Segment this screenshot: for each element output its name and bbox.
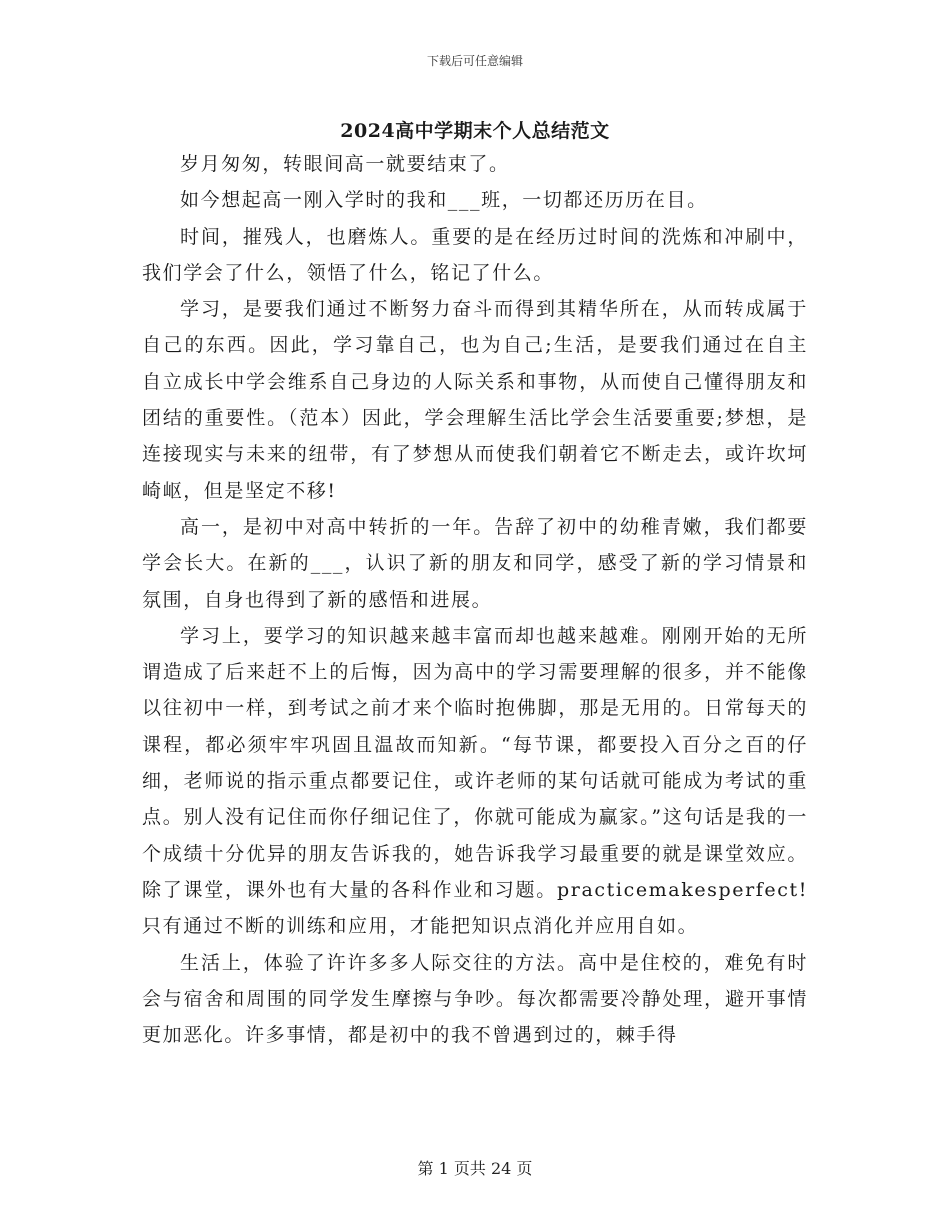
- paragraph: 如今想起高一刚入学时的我和___班，一切都还历历在目。: [180, 189, 708, 212]
- document-body: [142, 146, 808, 1053]
- document-title: 2024高中学期末个人总结范文: [340, 120, 610, 142]
- paragraph: 学习，是要我们通过不断努力奋斗而得到其精华所在，从而转成属于自己的东西。因此，学习靠自己，也为自己;生活，是要我们通过在自主自立成长中学会维系自己身边的人际关系和事物，从而使自己懂得朋友和团结的重要性。（范本）因此，学会理解生活比学会生活要重要;梦想，是连接现实与未来的纽带，有了梦想从而使我们朝着它不断走去，或许坎坷崎岖，但是坚定不移!: [142, 298, 808, 502]
- paragraph: 生活上，体验了许许多多人际交往的方法。高中是住校的，难免有时会与宿舍和周围的同学发生摩擦与争吵。每次都需要冷静处理，避开事情更加恶化。许多事情，都是初中的我不曾遇到过的，棘手得: [142, 951, 808, 1047]
- paragraph: 时间，摧残人，也磨炼人。重要的是在经历过时间的洗炼和冲刷中，我们学会了什么，领悟了什么，铭记了什么。: [142, 225, 808, 284]
- paragraph: 高一，是初中对高中转折的一年。告辞了初中的幼稚青嫩，我们都要学会长大。在新的___，认识了新的朋友和同学，感受了新的学习情景和氛围，自身也得到了新的感悟和进展。: [142, 515, 808, 611]
- paragraph: 岁月匆匆，转眼间高一就要结束了。: [180, 153, 510, 175]
- paragraph: 学习上，要学习的知识越来越丰富而却也越来越难。刚刚开始的无所谓造成了后来赶不上的后悔，因为高中的学习需要理解的很多，并不能像以往初中一样，到考试之前才来个临时抱佛脚，那是无用的。日常每天的课程，都必须牢牢巩固且温故而知新。“每节课，都要投入百分之百的仔细，老师说的指示重点都要记住，或许老师的某句话就可能成为考试的重点。别人没有记住而你仔细记住了，你就可能成为赢家。”这句话是我的一个成绩十分优异的朋友告诉我的，她告诉我学习最重要的就是课堂效应。除了课堂，课外也有大量的各科作业和习题。practicemakesperfect!只有通过不断的训练和应用，才能把知识点消化并应用自如。: [142, 624, 808, 938]
- page-number-footer: 第 1 页共 24 页: [417, 1159, 533, 1178]
- page-header-note: 下载后可任意编辑: [426, 54, 523, 68]
